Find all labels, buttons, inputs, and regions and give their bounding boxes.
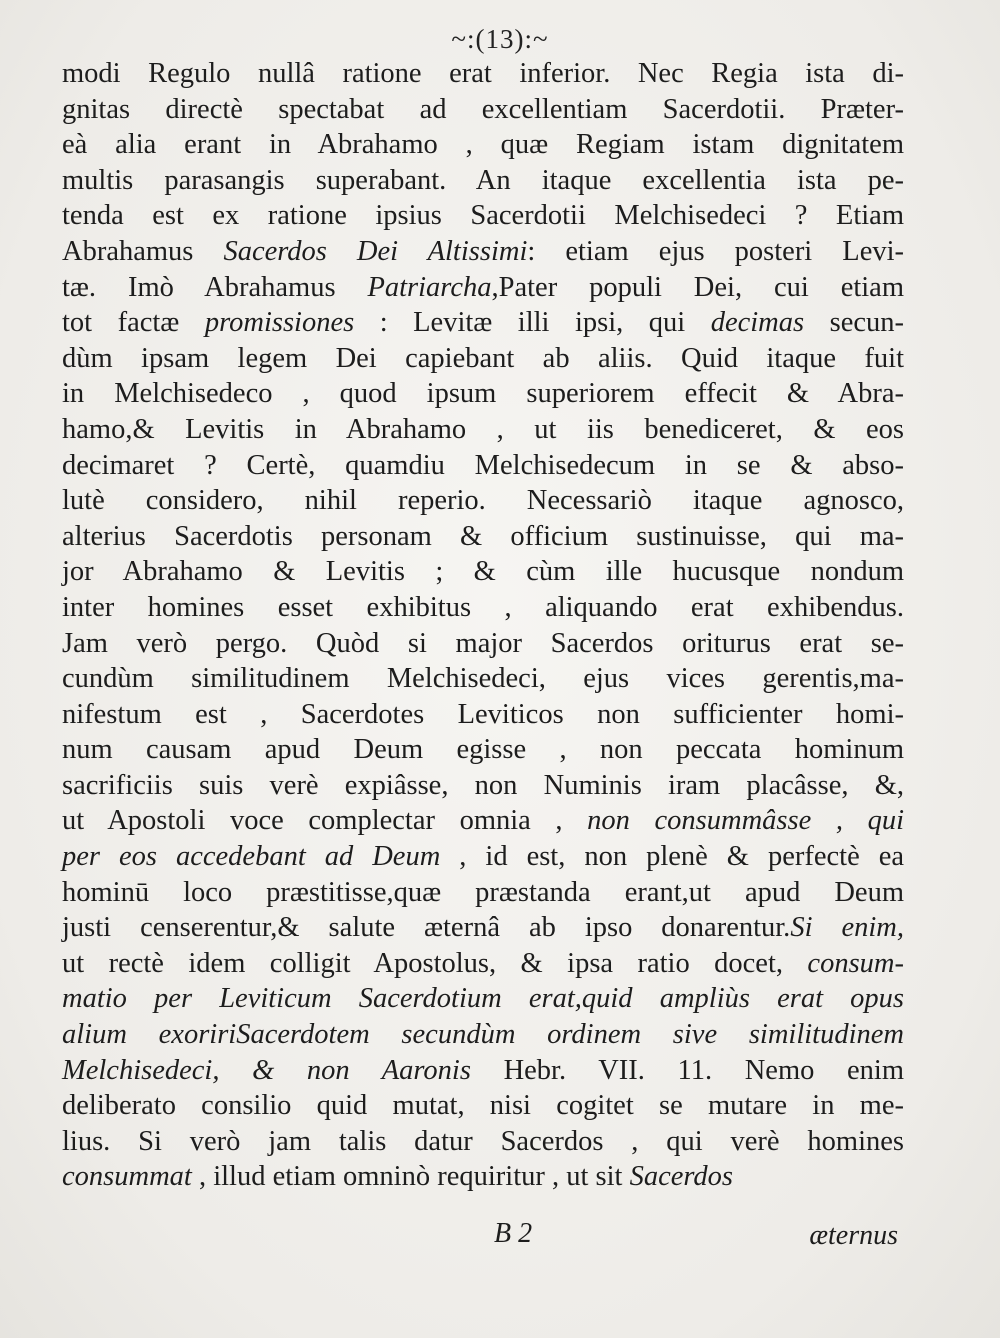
italic-segment: Si enim, xyxy=(790,912,904,944)
text-line xyxy=(62,163,904,199)
signature-mark: B 2 xyxy=(494,1218,533,1249)
italic-segment: Sacerdos Dei Altissimi xyxy=(223,235,528,267)
text-line xyxy=(62,519,904,555)
text-line xyxy=(62,412,904,448)
text-line xyxy=(62,305,904,341)
italic-segment: Melchisedeci, & non Aaronis xyxy=(62,1054,471,1086)
text-line xyxy=(62,1088,904,1124)
text-segment: modi Regulo nullâ ratione erat inferior. Nec Regia ista di- xyxy=(62,58,904,89)
text-line xyxy=(62,910,904,946)
text-line xyxy=(62,270,904,306)
italic-segment: non consummâsse , qui xyxy=(587,805,904,837)
page-number-header: ~:(13):~ xyxy=(451,24,549,54)
text-line xyxy=(62,981,904,1017)
text-line xyxy=(62,839,904,875)
text-line xyxy=(62,590,904,626)
italic-segment: matio per Leviticum Sacerdotium erat,quid ampliùs erat opus xyxy=(62,983,904,1015)
italic-segment: Patriarcha xyxy=(367,271,492,303)
text-segment: : Levitæ illi ipsi, qui xyxy=(354,307,711,339)
text-line xyxy=(62,1159,904,1195)
text-segment: , id est, non plenè & perfectè ea xyxy=(440,841,905,873)
text-line xyxy=(62,661,904,697)
italic-segment: promissiones xyxy=(204,307,355,339)
text-segment: eà alia erant in Abrahamo , quæ Regiam istam dignitatem xyxy=(62,129,904,161)
text-line xyxy=(62,483,904,519)
text-line xyxy=(62,127,904,163)
text-segment: secun- xyxy=(804,307,904,339)
text-segment: deliberato consilio quid mutat, nisi cogitet se mutare in me- xyxy=(62,1090,904,1122)
italic-segment: consummat xyxy=(62,1161,192,1193)
text-line xyxy=(62,198,904,234)
text-line xyxy=(62,946,904,982)
text-line xyxy=(62,376,904,412)
text-segment: alterius Sacerdotis personam & officium sustinuisse, qui ma- xyxy=(62,520,904,552)
text-segment: , illud etiam omninò requiritur , ut sit xyxy=(191,1161,630,1193)
text-line xyxy=(62,803,904,839)
text-segment: inter homines esset exhibitus , aliquando erat exhibendus. xyxy=(62,591,904,623)
body-text xyxy=(62,56,904,1195)
italic-segment: consum- xyxy=(807,947,904,979)
text-line xyxy=(62,56,904,92)
text-segment: hamo,& Levitis in Abrahamo , ut iis benediceret, & eos xyxy=(62,413,904,445)
italic-segment: Sacerdos xyxy=(629,1161,734,1193)
text-segment: ,Pater populi Dei, cui etiam xyxy=(491,271,904,303)
text-segment: in Melchisedeco , quod ipsum superiorem effecit & Abra- xyxy=(62,378,904,410)
text-line xyxy=(62,1017,904,1053)
text-line xyxy=(62,697,904,733)
text-segment: Hebr. VII. 11. Nemo enim xyxy=(470,1054,904,1086)
text-line xyxy=(62,1124,904,1160)
text-segment: num causam apud Deum egisse , non peccata hominum xyxy=(62,734,904,766)
text-line xyxy=(62,875,904,911)
catchword: æternus xyxy=(809,1220,898,1251)
italic-segment: decimas xyxy=(710,307,805,339)
text-segment: dùm ipsam legem Dei capiebant ab aliis. Quid itaque fuit xyxy=(62,342,904,374)
text-line xyxy=(62,448,904,484)
text-segment: Jam verò pergo. Quòd si major Sacerdos oriturus erat se- xyxy=(62,627,904,659)
page-footer xyxy=(62,1218,904,1258)
text-segment: jor Abrahamo & Levitis ; & cùm ille hucusque nondum xyxy=(62,556,904,588)
text-segment: tæ. Imò Abrahamus xyxy=(62,271,368,303)
text-line xyxy=(62,768,904,804)
text-segment: nifestum est , Sacerdotes Leviticos non sufficienter homi- xyxy=(62,698,904,730)
text-segment: lius. Si verò jam talis datur Sacerdos , qui verè homines xyxy=(62,1125,904,1157)
text-line xyxy=(62,732,904,768)
text-segment: tenda est ex ratione ipsius Sacerdotii Melchisedeci ? Etiam xyxy=(62,200,904,232)
italic-segment: per eos accedebant ad Deum xyxy=(62,841,441,873)
text-segment: decimaret ? Certè, quamdiu Melchisedecum in se & abso- xyxy=(62,449,904,481)
text-segment: gnitas directè spectabat ad excellentiam Sacerdotii. Præter- xyxy=(62,93,904,125)
text-line xyxy=(62,626,904,662)
italic-segment: alium exoririSacerdotem secundùm ordinem sive similitudinem xyxy=(62,1019,904,1051)
text-line xyxy=(62,341,904,377)
text-segment: Abrahamus xyxy=(62,235,224,267)
text-segment: lutè considero, nihil reperio. Necessariò itaque agnosco, xyxy=(62,485,904,517)
text-segment: justi censerentur,& salute æternâ ab ipso donarentur. xyxy=(62,912,791,944)
text-segment: cundùm similitudinem Melchisedeci, ejus vices gerentis,ma- xyxy=(62,663,904,695)
text-line xyxy=(62,234,904,270)
text-line xyxy=(62,554,904,590)
text-segment: tot factæ xyxy=(62,307,205,339)
text-segment: ut rectè idem colligit Apostolus, & ipsa ratio docet, xyxy=(62,947,808,979)
text-line xyxy=(62,92,904,128)
text-line xyxy=(62,1053,904,1089)
text-segment: multis parasangis superabant. An itaque excellentia ista pe- xyxy=(62,164,904,196)
text-segment: hominū loco præstitisse,quæ præstanda erant,ut apud Deum xyxy=(62,876,904,908)
text-segment: ut Apostoli voce complectar omnia , xyxy=(62,805,588,837)
text-segment: : etiam ejus posteri Levi- xyxy=(527,235,904,267)
text-segment: sacrificiis suis verè expiâsse, non Numinis iram placâsse, &, xyxy=(62,769,904,801)
